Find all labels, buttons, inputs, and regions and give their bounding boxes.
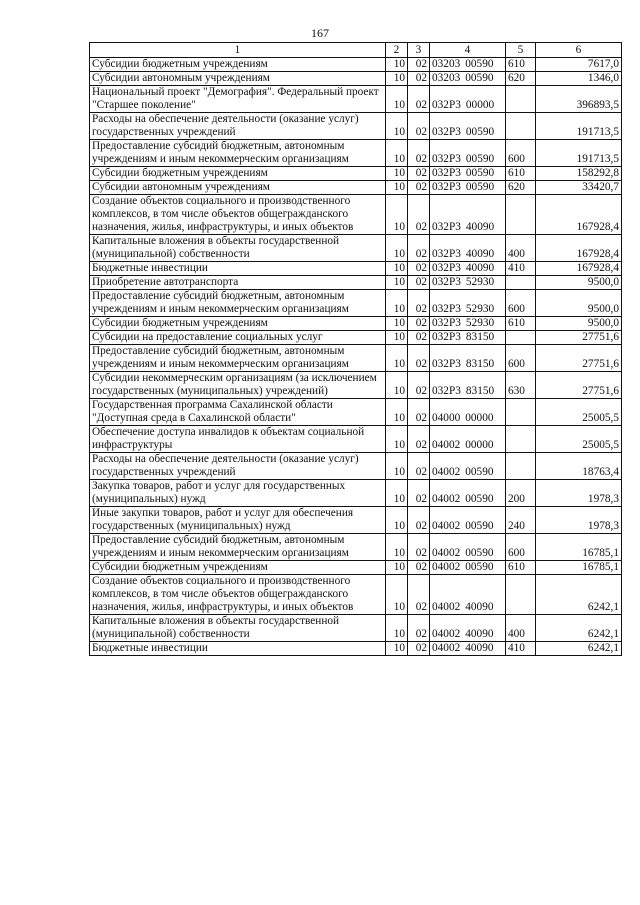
row-subsection: 02 xyxy=(408,140,430,167)
table-row xyxy=(90,331,622,345)
row-expense-type xyxy=(506,575,536,615)
target-code-direction: 00590 xyxy=(465,493,494,505)
row-section: 10 xyxy=(386,317,408,331)
row-subsection: 02 xyxy=(408,167,430,181)
table-row xyxy=(90,140,622,167)
target-code-direction: 40090 xyxy=(465,248,495,260)
table-row xyxy=(90,317,622,331)
column-header-subsection: 3 xyxy=(408,43,430,58)
row-name: Национальный проект "Демография". Федеральный проект "Старшее поколение" xyxy=(90,86,386,113)
target-code-direction: 00590 xyxy=(465,167,495,179)
column-header-amount: 6 xyxy=(536,43,622,58)
row-name: Субсидии автономным учреждениям xyxy=(90,181,386,195)
target-code-program: 04002 xyxy=(432,466,461,478)
row-name: Субсидии бюджетным учреждениям xyxy=(90,167,386,181)
row-target-code xyxy=(430,372,506,399)
target-code-direction: 00000 xyxy=(465,99,495,111)
table-row xyxy=(90,453,622,480)
table-header xyxy=(90,43,622,58)
row-subsection: 02 xyxy=(408,290,430,317)
table-row xyxy=(90,507,622,534)
row-section: 10 xyxy=(386,642,408,656)
row-subsection: 02 xyxy=(408,426,430,453)
target-code-direction: 52930 xyxy=(465,303,495,315)
row-target-code xyxy=(430,290,506,317)
row-amount: 6242,1 xyxy=(536,575,622,615)
row-target-code xyxy=(430,58,506,72)
target-code-direction: 40090 xyxy=(465,262,495,274)
table-row xyxy=(90,575,622,615)
row-amount: 1978,3 xyxy=(536,507,622,534)
row-subsection: 02 xyxy=(408,507,430,534)
row-amount: 158292,8 xyxy=(536,167,622,181)
column-header-name: 1 xyxy=(90,43,386,58)
row-expense-type: 400 xyxy=(506,615,536,642)
row-section: 10 xyxy=(386,195,408,235)
row-name: Субсидии бюджетным учреждениям xyxy=(90,58,386,72)
row-target-code xyxy=(430,575,506,615)
target-code-direction: 00590 xyxy=(465,547,494,559)
row-amount: 27751,6 xyxy=(536,331,622,345)
row-name: Государственная программа Сахалинской области "Доступная среда в Сахалинской области" xyxy=(90,399,386,426)
row-target-code xyxy=(430,262,506,276)
row-section: 10 xyxy=(386,181,408,195)
target-code-direction: 83150 xyxy=(465,331,495,343)
row-section: 10 xyxy=(386,534,408,561)
row-name: Предоставление субсидий бюджетным, автономным учреждениям и иным некоммерческим организациям xyxy=(90,140,386,167)
row-name: Субсидии автономным учреждениям xyxy=(90,72,386,86)
row-amount: 16785,1 xyxy=(536,561,622,575)
row-amount: 25005,5 xyxy=(536,426,622,453)
row-section: 10 xyxy=(386,575,408,615)
row-amount: 396893,5 xyxy=(536,86,622,113)
row-amount: 16785,1 xyxy=(536,534,622,561)
row-amount: 7617,0 xyxy=(536,58,622,72)
row-name: Расходы на обеспечение деятельности (оказание услуг) государственных учреждений xyxy=(90,113,386,140)
row-target-code xyxy=(430,331,506,345)
row-subsection: 02 xyxy=(408,317,430,331)
table-row xyxy=(90,480,622,507)
row-expense-type: 600 xyxy=(506,140,536,167)
target-code-program: 032Р3 xyxy=(432,167,461,179)
row-section: 10 xyxy=(386,331,408,345)
row-section: 10 xyxy=(386,290,408,317)
target-code-direction: 00590 xyxy=(465,181,495,193)
target-code-program: 04002 xyxy=(432,547,461,559)
table-row xyxy=(90,561,622,575)
row-section: 10 xyxy=(386,86,408,113)
row-name: Субсидии бюджетным учреждениям xyxy=(90,317,386,331)
row-name: Создание объектов социального и производственного комплексов, в том числе объектов общегражданского назначения, жилья, инфраструктуры, и иных объектов xyxy=(90,195,386,235)
row-expense-type xyxy=(506,276,536,290)
table-row xyxy=(90,195,622,235)
target-code-program: 04002 xyxy=(432,520,461,532)
target-code-program: 032Р3 xyxy=(432,317,461,329)
row-section: 10 xyxy=(386,276,408,290)
row-subsection: 02 xyxy=(408,86,430,113)
table-row xyxy=(90,181,622,195)
row-section: 10 xyxy=(386,480,408,507)
row-name: Закупка товаров, работ и услуг для государственных (муниципальных) нужд xyxy=(90,480,386,507)
row-section: 10 xyxy=(386,561,408,575)
row-expense-type: 240 xyxy=(506,507,536,534)
row-target-code xyxy=(430,534,506,561)
row-section: 10 xyxy=(386,615,408,642)
row-amount: 25005,5 xyxy=(536,399,622,426)
row-section: 10 xyxy=(386,140,408,167)
row-subsection: 02 xyxy=(408,615,430,642)
row-subsection: 02 xyxy=(408,642,430,656)
page-number: 167 xyxy=(311,26,329,40)
target-code-program: 032Р3 xyxy=(432,99,461,111)
target-code-program: 04002 xyxy=(432,601,461,613)
target-code-direction: 40090 xyxy=(465,642,494,654)
table-row xyxy=(90,290,622,317)
row-target-code xyxy=(430,317,506,331)
table-row xyxy=(90,399,622,426)
row-expense-type: 200 xyxy=(506,480,536,507)
table-row xyxy=(90,345,622,372)
row-subsection: 02 xyxy=(408,235,430,262)
row-amount: 191713,5 xyxy=(536,140,622,167)
row-target-code xyxy=(430,235,506,262)
row-subsection: 02 xyxy=(408,399,430,426)
row-expense-type xyxy=(506,195,536,235)
header-row xyxy=(90,43,622,58)
row-amount: 9500,0 xyxy=(536,290,622,317)
column-header-expense-type: 5 xyxy=(506,43,536,58)
table-row xyxy=(90,167,622,181)
row-target-code xyxy=(430,615,506,642)
row-subsection: 02 xyxy=(408,113,430,140)
column-header-section: 2 xyxy=(386,43,408,58)
row-target-code xyxy=(430,345,506,372)
row-name: Обеспечение доступа инвалидов к объектам социальной инфраструктуры xyxy=(90,426,386,453)
row-subsection: 02 xyxy=(408,575,430,615)
target-code-program: 032Р3 xyxy=(432,221,461,233)
row-section: 10 xyxy=(386,507,408,534)
row-target-code xyxy=(430,140,506,167)
target-code-direction: 40090 xyxy=(465,601,494,613)
row-target-code xyxy=(430,86,506,113)
row-subsection: 02 xyxy=(408,453,430,480)
row-amount: 9500,0 xyxy=(536,276,622,290)
row-amount: 1978,3 xyxy=(536,480,622,507)
target-code-program: 032Р3 xyxy=(432,181,461,193)
row-name: Создание объектов социального и производственного комплексов, в том числе объектов общегражданского назначения, жилья, инфраструктуры, и иных объектов xyxy=(90,575,386,615)
target-code-program: 04002 xyxy=(432,439,461,451)
row-target-code xyxy=(430,113,506,140)
table-row xyxy=(90,262,622,276)
row-expense-type: 600 xyxy=(506,290,536,317)
row-section: 10 xyxy=(386,262,408,276)
row-section: 10 xyxy=(386,453,408,480)
row-subsection: 02 xyxy=(408,331,430,345)
table-row xyxy=(90,615,622,642)
row-target-code xyxy=(430,507,506,534)
row-target-code xyxy=(430,453,506,480)
row-expense-type: 610 xyxy=(506,58,536,72)
target-code-direction: 52930 xyxy=(465,276,495,288)
row-name: Субсидии бюджетным учреждениям xyxy=(90,561,386,575)
row-expense-type: 400 xyxy=(506,235,536,262)
row-name: Капитальные вложения в объекты государственной (муниципальной) собственности xyxy=(90,615,386,642)
row-amount: 27751,6 xyxy=(536,372,622,399)
row-name: Расходы на обеспечение деятельности (оказание услуг) государственных учреждений xyxy=(90,453,386,480)
row-section: 10 xyxy=(386,345,408,372)
row-subsection: 02 xyxy=(408,372,430,399)
row-expense-type xyxy=(506,453,536,480)
table-row xyxy=(90,276,622,290)
row-target-code xyxy=(430,561,506,575)
target-code-program: 03203 xyxy=(432,58,461,70)
row-amount: 167928,4 xyxy=(536,262,622,276)
row-name: Предоставление субсидий бюджетным, автономным учреждениям и иным некоммерческим организациям xyxy=(90,534,386,561)
row-name: Приобретение автотранспорта xyxy=(90,276,386,290)
row-name: Бюджетные инвестиции xyxy=(90,262,386,276)
row-target-code xyxy=(430,195,506,235)
row-name: Субсидии некоммерческим организациям (за исключением государственных (муниципальных) учреждений) xyxy=(90,372,386,399)
row-expense-type: 620 xyxy=(506,72,536,86)
row-expense-type: 610 xyxy=(506,167,536,181)
column-header-target-code: 4 xyxy=(430,43,506,58)
row-expense-type xyxy=(506,113,536,140)
target-code-direction: 83150 xyxy=(465,358,495,370)
row-section: 10 xyxy=(386,372,408,399)
target-code-direction: 00000 xyxy=(465,439,494,451)
target-code-program: 032Р3 xyxy=(432,262,461,274)
target-code-program: 032Р3 xyxy=(432,248,461,260)
row-subsection: 02 xyxy=(408,534,430,561)
row-amount: 167928,4 xyxy=(536,235,622,262)
table-row xyxy=(90,58,622,72)
row-amount: 191713,5 xyxy=(536,113,622,140)
row-expense-type xyxy=(506,426,536,453)
row-expense-type xyxy=(506,86,536,113)
target-code-direction: 00000 xyxy=(465,412,494,424)
row-subsection: 02 xyxy=(408,345,430,372)
row-subsection: 02 xyxy=(408,181,430,195)
target-code-program: 032Р3 xyxy=(432,358,461,370)
target-code-direction: 00590 xyxy=(465,58,494,70)
row-expense-type: 600 xyxy=(506,534,536,561)
row-name: Бюджетные инвестиции xyxy=(90,642,386,656)
row-amount: 9500,0 xyxy=(536,317,622,331)
target-code-program: 04002 xyxy=(432,561,461,573)
row-section: 10 xyxy=(386,58,408,72)
target-code-program: 04002 xyxy=(432,642,461,654)
row-amount: 6242,1 xyxy=(536,615,622,642)
row-expense-type: 600 xyxy=(506,345,536,372)
target-code-program: 04000 xyxy=(432,412,461,424)
row-subsection: 02 xyxy=(408,561,430,575)
target-code-program: 032Р3 xyxy=(432,385,461,397)
row-name: Предоставление субсидий бюджетным, автономным учреждениям и иным некоммерческим организациям xyxy=(90,345,386,372)
target-code-program: 032Р3 xyxy=(432,303,461,315)
target-code-program: 04002 xyxy=(432,493,461,505)
row-expense-type: 410 xyxy=(506,642,536,656)
row-amount: 1346,0 xyxy=(536,72,622,86)
target-code-program: 032Р3 xyxy=(432,276,461,288)
target-code-direction: 00590 xyxy=(465,153,495,165)
row-subsection: 02 xyxy=(408,72,430,86)
row-amount: 6242,1 xyxy=(536,642,622,656)
row-target-code xyxy=(430,181,506,195)
target-code-program: 032Р3 xyxy=(432,331,461,343)
row-target-code xyxy=(430,480,506,507)
row-target-code xyxy=(430,276,506,290)
target-code-program: 03203 xyxy=(432,72,461,84)
target-code-direction: 00590 xyxy=(465,520,494,532)
target-code-direction: 00590 xyxy=(465,466,494,478)
row-expense-type: 630 xyxy=(506,372,536,399)
row-expense-type xyxy=(506,399,536,426)
target-code-direction: 52930 xyxy=(465,317,495,329)
table-row xyxy=(90,235,622,262)
row-amount: 167928,4 xyxy=(536,195,622,235)
target-code-direction: 83150 xyxy=(465,385,495,397)
row-name: Субсидии на предоставление социальных услуг xyxy=(90,331,386,345)
table-body xyxy=(90,58,622,656)
row-expense-type: 410 xyxy=(506,262,536,276)
target-code-program: 04002 xyxy=(432,628,461,640)
row-section: 10 xyxy=(386,113,408,140)
row-target-code xyxy=(430,399,506,426)
table-row xyxy=(90,426,622,453)
row-name: Предоставление субсидий бюджетным, автономным учреждениям и иным некоммерческим организациям xyxy=(90,290,386,317)
table-row xyxy=(90,72,622,86)
table-row xyxy=(90,642,622,656)
row-section: 10 xyxy=(386,235,408,262)
row-subsection: 02 xyxy=(408,276,430,290)
row-name: Иные закупки товаров, работ и услуг для обеспечения государственных (муниципальных) нужд xyxy=(90,507,386,534)
row-target-code xyxy=(430,167,506,181)
row-subsection: 02 xyxy=(408,480,430,507)
row-name: Капитальные вложения в объекты государственной (муниципальной) собственности xyxy=(90,235,386,262)
row-target-code xyxy=(430,642,506,656)
row-expense-type xyxy=(506,331,536,345)
row-target-code xyxy=(430,426,506,453)
row-amount: 33420,7 xyxy=(536,181,622,195)
row-expense-type: 620 xyxy=(506,181,536,195)
row-expense-type: 610 xyxy=(506,317,536,331)
row-section: 10 xyxy=(386,399,408,426)
table-row xyxy=(90,86,622,113)
row-section: 10 xyxy=(386,167,408,181)
table-row xyxy=(90,372,622,399)
target-code-program: 032Р3 xyxy=(432,153,461,165)
table-row xyxy=(90,113,622,140)
row-subsection: 02 xyxy=(408,58,430,72)
target-code-direction: 00590 xyxy=(465,561,494,573)
target-code-direction: 40090 xyxy=(465,628,494,640)
row-section: 10 xyxy=(386,72,408,86)
row-subsection: 02 xyxy=(408,195,430,235)
row-subsection: 02 xyxy=(408,262,430,276)
target-code-direction: 00590 xyxy=(465,126,495,138)
row-amount: 18763,4 xyxy=(536,453,622,480)
target-code-program: 032Р3 xyxy=(432,126,461,138)
row-section: 10 xyxy=(386,426,408,453)
budget-table xyxy=(89,42,622,656)
row-target-code xyxy=(430,72,506,86)
row-amount: 27751,6 xyxy=(536,345,622,372)
target-code-direction: 00590 xyxy=(465,72,494,84)
target-code-direction: 40090 xyxy=(465,221,495,233)
table-row xyxy=(90,534,622,561)
row-expense-type: 610 xyxy=(506,561,536,575)
